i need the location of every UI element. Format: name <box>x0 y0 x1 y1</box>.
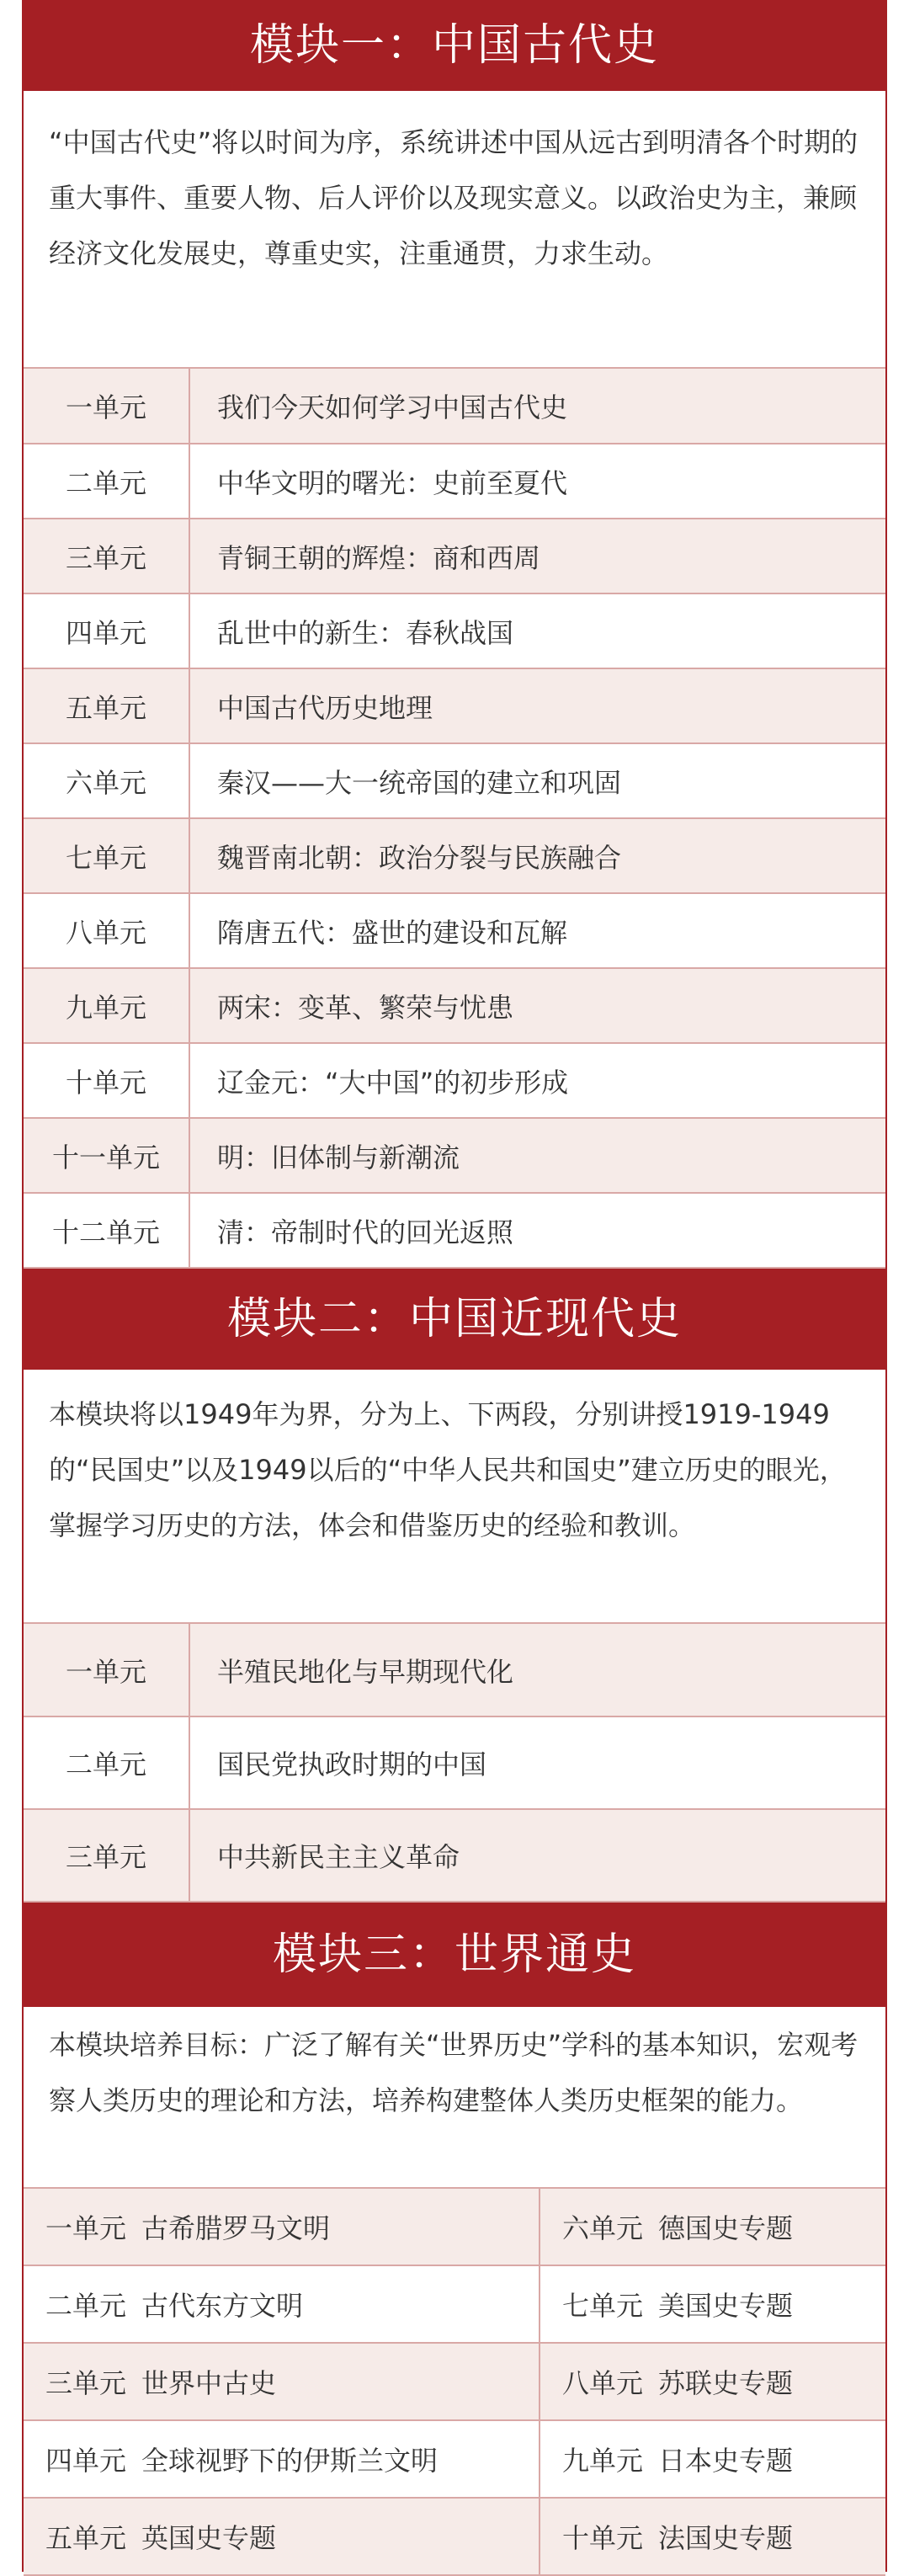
unit-number: 二单元 <box>24 444 189 519</box>
unit-title: 古希腊罗马文明 <box>141 2212 331 2244</box>
unit-title: 青铜王朝的辉煌：商和西周 <box>189 519 885 593</box>
module1-title: 模块一：中国古代史 <box>24 0 885 91</box>
grid-cell-left <box>24 2498 540 2575</box>
unit-number: 四单元 <box>45 2445 127 2477</box>
unit-number: 二单元 <box>24 1716 189 1809</box>
table-row <box>24 1043 885 1118</box>
unit-number: 七单元 <box>24 818 189 893</box>
grid-cell-left <box>24 2265 540 2343</box>
table-row <box>24 743 885 818</box>
unit-number: 九单元 <box>24 968 189 1043</box>
grid-cell-right <box>540 2189 885 2265</box>
unit-title: 全球视野下的伊斯兰文明 <box>141 2445 439 2477</box>
table-row <box>24 2498 885 2575</box>
table-row <box>24 818 885 893</box>
table-row <box>24 1716 885 1809</box>
module1-intro: “中国古代史”将以时间为序，系统讲述中国从远古到明清各个时期的重大事件、重要人物、后人评价以及现实意义。以政治史为主，兼顾经济文化发展史，尊重史实，注重通贯，力求生动。 <box>24 91 885 369</box>
unit-number: 十二单元 <box>24 1193 189 1268</box>
table-row <box>24 444 885 519</box>
unit-title: 隋唐五代：盛世的建设和瓦解 <box>189 893 885 968</box>
unit-title: 中华文明的曙光：史前至夏代 <box>189 444 885 519</box>
module3-unit-grid <box>24 2189 885 2576</box>
unit-number: 九单元 <box>562 2445 644 2477</box>
table-row <box>24 369 885 444</box>
unit-number: 八单元 <box>24 893 189 968</box>
unit-title: 日本史专题 <box>658 2445 794 2477</box>
unit-number: 五单元 <box>45 2522 127 2554</box>
grid-cell-right <box>540 2343 885 2420</box>
grid-cell-right <box>540 2420 885 2498</box>
unit-number: 一单元 <box>45 2212 127 2244</box>
grid-cell-right <box>540 2498 885 2575</box>
unit-title: 世界中古史 <box>141 2367 277 2399</box>
table-row <box>24 893 885 968</box>
unit-number: 八单元 <box>562 2367 644 2399</box>
unit-number: 五单元 <box>24 668 189 743</box>
unit-title: 秦汉——大一统帝国的建立和巩固 <box>189 743 885 818</box>
unit-number: 一单元 <box>24 369 189 444</box>
unit-title: 乱世中的新生：春秋战国 <box>189 593 885 668</box>
unit-title: 法国史专题 <box>658 2522 794 2554</box>
unit-title: 魏晋南北朝：政治分裂与民族融合 <box>189 818 885 893</box>
unit-number: 四单元 <box>24 593 189 668</box>
course-outline <box>22 0 887 2572</box>
unit-title: 英国史专题 <box>141 2522 277 2554</box>
unit-number: 六单元 <box>562 2212 644 2244</box>
unit-title: 美国史专题 <box>658 2290 794 2322</box>
module2-intro: 本模块将以1949年为界，分为上、下两段，分别讲授1919-1949的“民国史”以及1949以后的“中华人民共和国史”建立历史的眼光，掌握学习历史的方法，体会和借鉴历史的经验和教训。 <box>24 1370 885 1624</box>
table-row <box>24 968 885 1043</box>
grid-cell-left <box>24 2420 540 2498</box>
unit-number: 六单元 <box>24 743 189 818</box>
unit-number: 二单元 <box>45 2290 127 2322</box>
unit-title: 古代东方文明 <box>141 2290 304 2322</box>
unit-title: 明：旧体制与新潮流 <box>189 1118 885 1193</box>
module3-intro: 本模块培养目标：广泛了解有关“世界历史”学科的基本知识，宏观考察人类历史的理论和方法，培养构建整体人类历史框架的能力。 <box>24 2007 885 2189</box>
module1-unit-table <box>24 369 885 1269</box>
unit-title: 苏联史专题 <box>658 2367 794 2399</box>
grid-cell-left <box>24 2189 540 2265</box>
unit-title: 德国史专题 <box>658 2212 794 2244</box>
table-row <box>24 1118 885 1193</box>
grid-cell-left <box>24 2343 540 2420</box>
unit-title: 清：帝制时代的回光返照 <box>189 1193 885 1268</box>
unit-number: 一单元 <box>24 1624 189 1716</box>
table-row <box>24 668 885 743</box>
unit-number: 三单元 <box>24 519 189 593</box>
unit-title: 辽金元：“大中国”的初步形成 <box>189 1043 885 1118</box>
unit-number: 七单元 <box>562 2290 644 2322</box>
unit-number: 三单元 <box>24 1809 189 1902</box>
unit-title: 国民党执政时期的中国 <box>189 1716 885 1809</box>
unit-number: 十单元 <box>562 2522 644 2554</box>
table-row <box>24 2189 885 2265</box>
module2-unit-table <box>24 1624 885 1903</box>
table-row <box>24 2343 885 2420</box>
grid-cell-right <box>540 2265 885 2343</box>
unit-title: 半殖民地化与早期现代化 <box>189 1624 885 1716</box>
module2-title: 模块二：中国近现代史 <box>24 1269 885 1370</box>
table-row <box>24 2420 885 2498</box>
module3-title: 模块三：世界通史 <box>24 1903 885 2007</box>
table-row <box>24 1624 885 1716</box>
unit-number: 十一单元 <box>24 1118 189 1193</box>
unit-number: 三单元 <box>45 2367 127 2399</box>
table-row <box>24 593 885 668</box>
unit-number: 十单元 <box>24 1043 189 1118</box>
unit-title: 中共新民主主义革命 <box>189 1809 885 1902</box>
table-row <box>24 1193 885 1268</box>
table-row <box>24 1809 885 1902</box>
unit-title: 我们今天如何学习中国古代史 <box>189 369 885 444</box>
table-row <box>24 519 885 593</box>
unit-title: 中国古代历史地理 <box>189 668 885 743</box>
table-row <box>24 2265 885 2343</box>
unit-title: 两宋：变革、繁荣与忧患 <box>189 968 885 1043</box>
